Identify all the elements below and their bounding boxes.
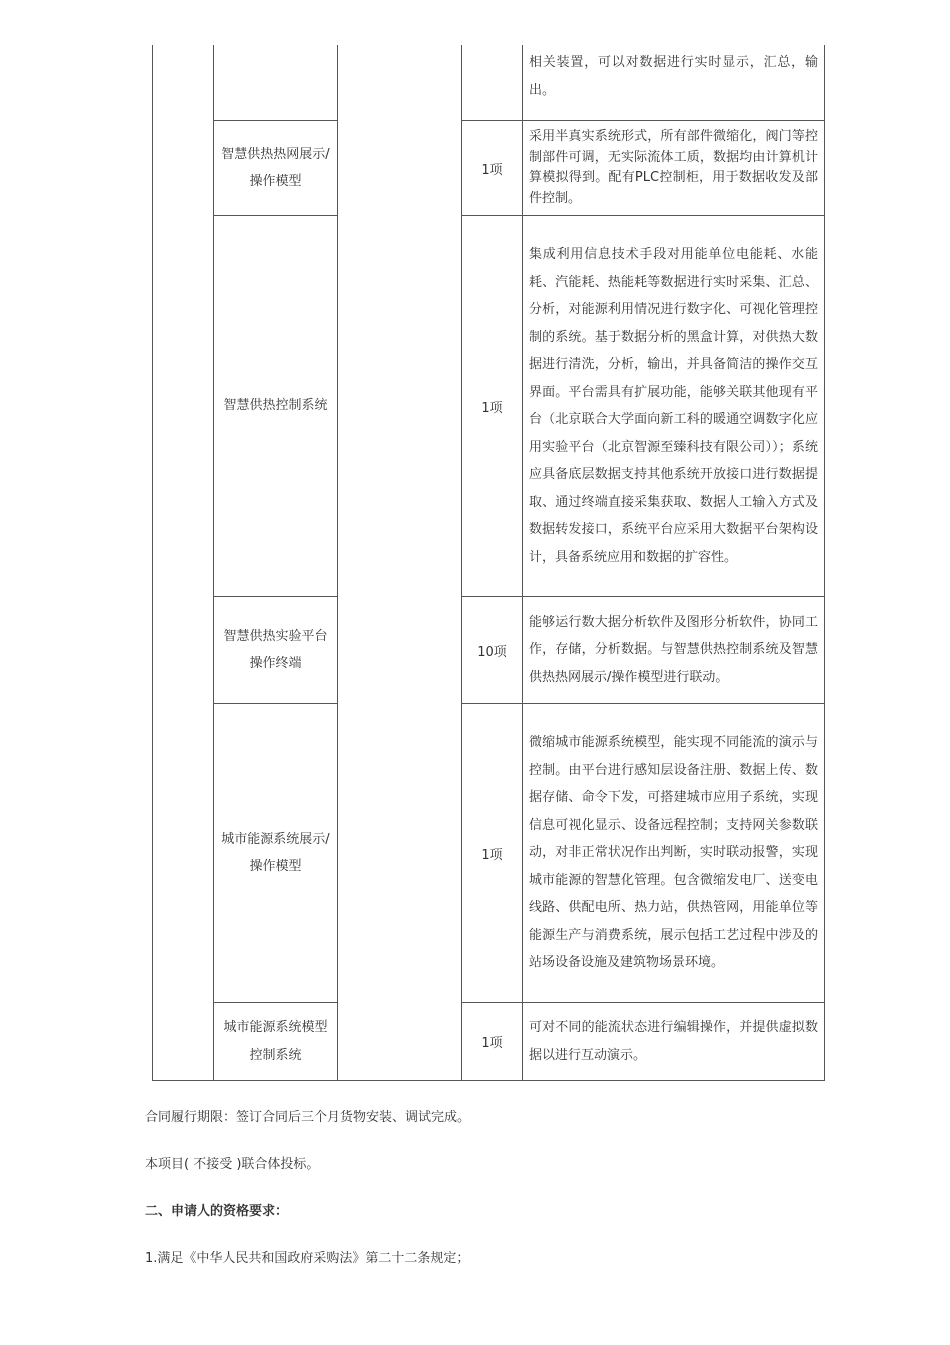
row-3-description: 能够运行数大据分析软件及图形分析软件，协同工作，存储，分析数据。与智慧供热控制系统及智慧供热热网展示/操作模型进行联动。 bbox=[529, 614, 818, 685]
row-3-item-name: 智慧供热实验平台操作终端 bbox=[223, 628, 328, 671]
row-5-description: 可对不同的能流状态进行编辑操作，并提供虚拟数据以进行互动演示。 bbox=[529, 1020, 818, 1063]
row-1-quantity: 1项 bbox=[481, 162, 503, 178]
row-4-description: 微缩城市能源系统模型，能实现不同能流的演示与控制。由平台进行感知层设备注册、数据上传、数据存储、命令下发，可搭建城市应用子系统，实现信息可视化显示、设备远程控制；支持网关参数联动，对非正常状况作出判断，实时联动报警，实现城市能源的智慧化管理。包含微缩发电厂、送变电线路、供配电所、热力站，供热管网，用能单位等能源生产与消费系统，展示包括工艺过程中涉及的站场设备设施及建筑物场景环境。 bbox=[529, 735, 818, 971]
section-heading: 二、申请人的资格要求： bbox=[145, 1204, 289, 1219]
table-border-bottom bbox=[152, 1080, 825, 1081]
row-0-description: 相关装置，可以对数据进行实时显示，汇总，输出。 bbox=[529, 55, 818, 98]
requirement-item-1: 1.满足《中华人民共和国政府采购法》第二十二条规定； bbox=[145, 1251, 470, 1266]
row-2-item-name: 智慧供热控制系统 bbox=[223, 398, 328, 414]
row-5-quantity: 1项 bbox=[481, 1036, 503, 1051]
table-divider-2 bbox=[337, 45, 338, 1081]
row-3-quantity: 10项 bbox=[477, 644, 507, 660]
equipment-table bbox=[152, 45, 825, 1081]
row-2-quantity: 1项 bbox=[481, 400, 503, 416]
row-4-item-name: 城市能源系统展示/操作模型 bbox=[221, 831, 330, 874]
contract-period-text: 合同履行期限：签订合同后三个月货物安装、调试完成。 bbox=[145, 1110, 471, 1125]
row-5-item-name: 城市能源系统模型控制系统 bbox=[223, 1020, 328, 1063]
row-4-quantity: 1项 bbox=[481, 847, 503, 863]
table-border-right bbox=[824, 45, 825, 1081]
consortium-text: 本项目( 不接受 )联合体投标。 bbox=[145, 1157, 320, 1172]
row-1-description: 采用半真实系统形式，所有部件微缩化，阀门等控制部件可调，无实际流体工质，数据均由计算机计算模拟得到。配有PLC控制柜，用于数据收发及部件控制。 bbox=[529, 129, 818, 206]
table-border-left bbox=[152, 45, 153, 1081]
row-2-description: 集成利用信息技术手段对用能单位电能耗、水能耗、汽能耗、热能耗等数据进行实时采集、汇总、分析，对能源利用情况进行数字化、可视化管理控制的系统。基于数据分析的黑盒计算，对供热大数据进行清洗，分析，输出，并具备简洁的操作交互界面。平台需具有扩展功能，能够关联其他现有平台（北京联合大学面向新工科的暖通空调数字化应用实验平台（北京智源至臻科技有限公司））；系统应具备底层数据支持其他系统开放接口进行数据提取、通过终端直接采集获取、数据人工输入方式及数据转发接口，系统平台应采用大数据平台架构设计，具备系统应用和数据的扩容性。 bbox=[529, 247, 818, 565]
row-1-item-name: 智慧供热热网展示/操作模型 bbox=[221, 146, 330, 189]
